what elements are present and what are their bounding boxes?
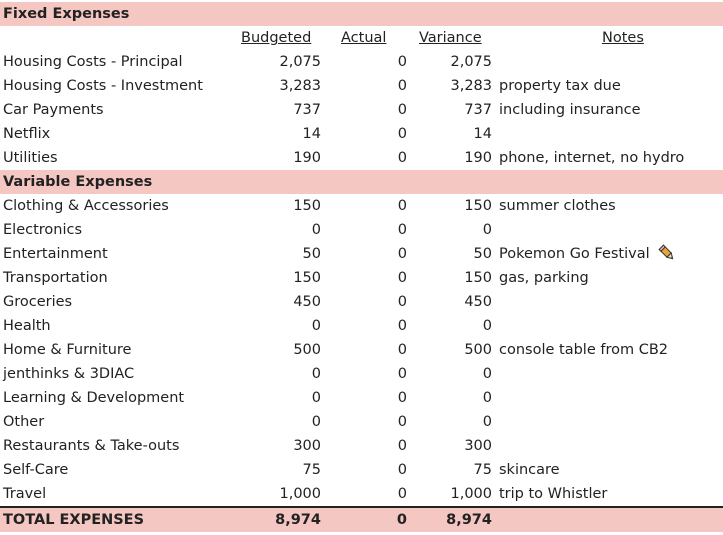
- variance-value: 0: [482, 390, 492, 406]
- note-value: console table from CB2: [499, 342, 669, 358]
- variance-value: 190: [464, 150, 492, 166]
- total-row: [0, 508, 723, 532]
- actual-value: 0: [397, 198, 407, 214]
- note-value: skincare: [499, 462, 560, 478]
- variance-value: 3,283: [450, 78, 492, 94]
- actual-value: 0: [397, 438, 407, 454]
- table-row[interactable]: [0, 458, 723, 482]
- row-label: Entertainment: [3, 246, 108, 262]
- budgeted-value: 500: [293, 342, 321, 358]
- budgeted-value: 14: [302, 126, 321, 142]
- table-row[interactable]: [0, 242, 723, 266]
- row-label: Travel: [3, 486, 47, 502]
- actual-value: 0: [397, 342, 407, 358]
- budgeted-value: 0: [311, 390, 321, 406]
- table-row[interactable]: [0, 314, 723, 338]
- row-label: Health: [3, 318, 51, 334]
- pencil-icon: [658, 244, 676, 262]
- note-value: property tax due: [499, 78, 621, 94]
- actual-value: 0: [397, 414, 407, 430]
- actual-value: 0: [397, 150, 407, 166]
- row-label: jenthinks & 3DIAC: [3, 366, 135, 382]
- note-value: gas, parking: [499, 270, 589, 286]
- budgeted-value: 150: [293, 198, 321, 214]
- note-cell: [499, 242, 676, 266]
- actual-value: 0: [397, 486, 407, 502]
- row-label: Other: [3, 414, 45, 430]
- row-label: Home & Furniture: [3, 342, 132, 358]
- total-actual: 0: [396, 512, 407, 528]
- table-row[interactable]: [0, 74, 723, 98]
- row-label: Electronics: [3, 222, 83, 238]
- table-row[interactable]: [0, 98, 723, 122]
- variance-value: 0: [482, 318, 492, 334]
- section-header-variable: [0, 170, 723, 194]
- column-header-notes: Notes: [602, 30, 644, 46]
- table-row[interactable]: [0, 338, 723, 362]
- budgeted-value: 450: [293, 294, 321, 310]
- table-row[interactable]: [0, 362, 723, 386]
- table-row[interactable]: [0, 266, 723, 290]
- row-label: Self-Care: [3, 462, 69, 478]
- budgeted-value: 150: [293, 270, 321, 286]
- actual-value: 0: [397, 222, 407, 238]
- total-variance: 8,974: [446, 512, 492, 528]
- row-label: Transportation: [3, 270, 108, 286]
- variance-value: 50: [473, 246, 492, 262]
- note-value: trip to Whistler: [499, 486, 608, 502]
- budgeted-value: 50: [302, 246, 321, 262]
- row-label: Restaurants & Take-outs: [3, 438, 180, 454]
- actual-value: 0: [397, 78, 407, 94]
- table-row[interactable]: [0, 434, 723, 458]
- table-row[interactable]: [0, 194, 723, 218]
- budgeted-value: 190: [293, 150, 321, 166]
- row-label: Groceries: [3, 294, 73, 310]
- actual-value: 0: [397, 54, 407, 70]
- table-row[interactable]: [0, 122, 723, 146]
- note-value: including insurance: [499, 102, 641, 118]
- budgeted-value: 0: [311, 414, 321, 430]
- note-value: summer clothes: [499, 198, 616, 214]
- note-value: phone, internet, no hydro: [499, 150, 685, 166]
- actual-value: 0: [397, 318, 407, 334]
- column-header-actual: Actual: [341, 30, 387, 46]
- table-row[interactable]: [0, 50, 723, 74]
- actual-value: 0: [397, 246, 407, 262]
- variance-value: 0: [482, 222, 492, 238]
- budgeted-value: 0: [311, 222, 321, 238]
- table-row[interactable]: [0, 482, 723, 506]
- table-row[interactable]: [0, 146, 723, 170]
- variance-value: 150: [464, 198, 492, 214]
- section-title: Fixed Expenses: [3, 6, 130, 22]
- variance-value: 0: [482, 414, 492, 430]
- actual-value: 0: [397, 126, 407, 142]
- budgeted-value: 300: [293, 438, 321, 454]
- table-row[interactable]: [0, 386, 723, 410]
- budgeted-value: 0: [311, 366, 321, 382]
- actual-value: 0: [397, 390, 407, 406]
- actual-value: 0: [397, 270, 407, 286]
- variance-value: 450: [464, 294, 492, 310]
- variance-value: 1,000: [450, 486, 492, 502]
- row-label: Learning & Development: [3, 390, 185, 406]
- budgeted-value: 0: [311, 318, 321, 334]
- row-label: Netflix: [3, 126, 51, 142]
- note-value: Pokemon Go Festival: [499, 246, 650, 262]
- budgeted-value: 3,283: [279, 78, 321, 94]
- total-label: TOTAL EXPENSES: [3, 512, 145, 528]
- actual-value: 0: [397, 294, 407, 310]
- variance-value: 75: [473, 462, 492, 478]
- actual-value: 0: [397, 102, 407, 118]
- row-label: Housing Costs - Principal: [3, 54, 183, 70]
- budgeted-value: 75: [302, 462, 321, 478]
- column-header-row: [0, 26, 723, 50]
- actual-value: 0: [397, 462, 407, 478]
- variance-value: 737: [464, 102, 492, 118]
- column-header-variance: Variance: [419, 30, 482, 46]
- budgeted-value: 1,000: [279, 486, 321, 502]
- row-label: Clothing & Accessories: [3, 198, 169, 214]
- budgeted-value: 737: [293, 102, 321, 118]
- budgeted-value: 2,075: [279, 54, 321, 70]
- variance-value: 14: [473, 126, 492, 142]
- section-header-fixed: [0, 2, 723, 26]
- variance-value: 300: [464, 438, 492, 454]
- variance-value: 2,075: [450, 54, 492, 70]
- variance-value: 500: [464, 342, 492, 358]
- section-title: Variable Expenses: [3, 174, 153, 190]
- row-label: Housing Costs - Investment: [3, 78, 203, 94]
- row-label: Utilities: [3, 150, 58, 166]
- actual-value: 0: [397, 366, 407, 382]
- variance-value: 0: [482, 366, 492, 382]
- table-row[interactable]: [0, 410, 723, 434]
- column-header-budgeted: Budgeted: [241, 30, 312, 46]
- variance-value: 150: [464, 270, 492, 286]
- total-budgeted: 8,974: [275, 512, 321, 528]
- table-row[interactable]: [0, 218, 723, 242]
- table-row[interactable]: [0, 290, 723, 314]
- row-label: Car Payments: [3, 102, 104, 118]
